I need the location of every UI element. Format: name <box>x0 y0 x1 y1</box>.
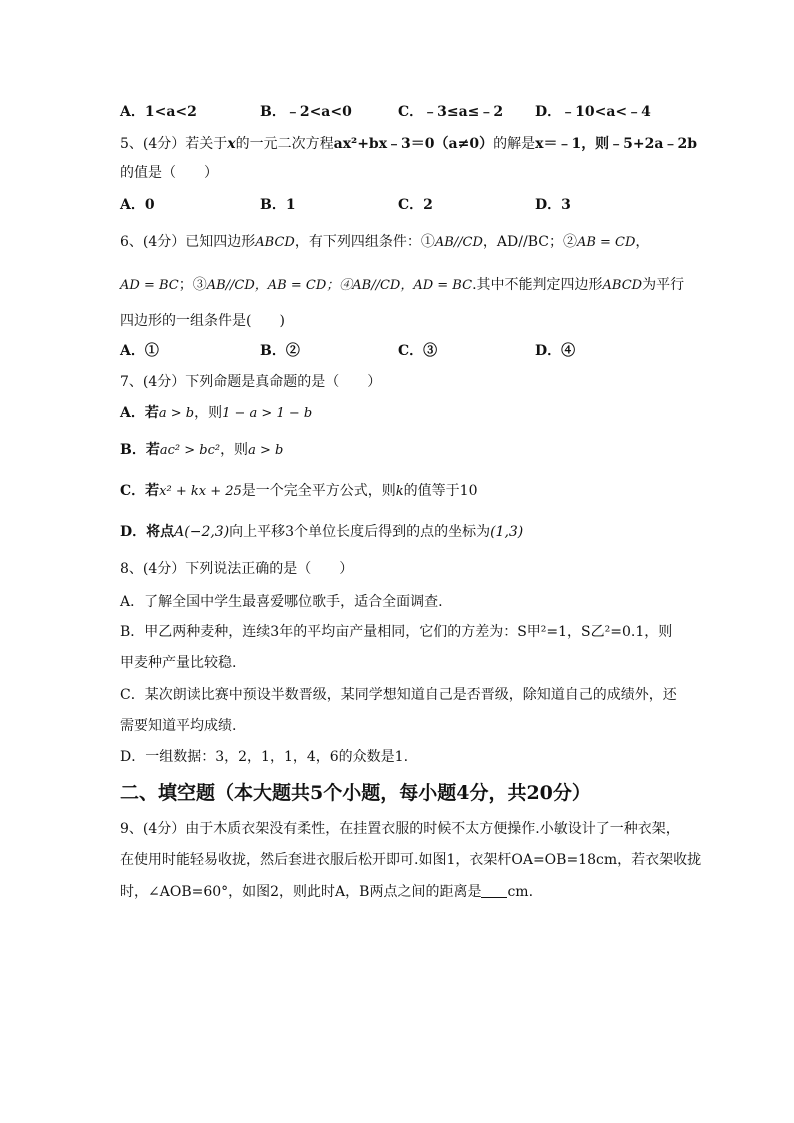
q6-text: 为平行 <box>642 277 685 293</box>
q6-line3: 四边形的一组条件是( ) <box>120 313 285 329</box>
q6-math: ，AB = CD；④ <box>254 278 353 293</box>
q6-math: AB//CD <box>352 278 401 293</box>
q7-text: 是一个完全平方公式，则 <box>241 483 396 499</box>
q5-option-a: A．0 <box>120 197 155 213</box>
q6-option-b: B．② <box>260 343 300 359</box>
q7-math: k <box>395 484 404 499</box>
q4-option-a: A．1<a<2 <box>120 104 197 120</box>
q8-option-c-line2: 需要知道平均成绩. <box>120 718 237 734</box>
q7-math: ac² > bc² <box>159 443 221 458</box>
q8-option-b-line2: 甲麦种产量比较稳. <box>120 655 237 671</box>
q7-math: a > b <box>158 406 195 421</box>
q9-text: 时，∠AOB=60°，如图2，则此时A，B两点之间的距离是 <box>120 884 482 900</box>
q6-text: ，有下列四组条件：① <box>294 234 435 250</box>
q7-math: A(−2,3) <box>174 524 230 540</box>
q7-stem: 7、(4分）下列命题是真命题的是（ ） <box>120 374 382 390</box>
q4-option-b: B．﹣2<a<0 <box>260 104 352 120</box>
q7-text: ，则 <box>220 442 249 458</box>
q7-text: ，则 <box>194 405 223 421</box>
q6-text: ，AD//BC；② <box>482 234 577 250</box>
q5-line2: 的值是（ ） <box>120 165 218 181</box>
q6-math: AD = BC <box>120 278 179 293</box>
q5-option-c: C．2 <box>398 197 433 213</box>
q4-option-c: C．﹣3≤a≤﹣2 <box>398 104 504 120</box>
q7-math: a > b <box>248 443 284 458</box>
q7-text: 向上平移3个单位长度后得到的点的坐标为 <box>229 524 491 540</box>
q5-text: 5、(4分）若关于 <box>120 136 228 152</box>
q7-math: 1 − a > 1 − b <box>222 406 313 421</box>
q7-math: (1,3) <box>490 524 524 540</box>
q7-text: 的值等于10 <box>403 483 478 499</box>
q6-line2 <box>120 275 684 296</box>
q7-text: D．将点 <box>120 524 175 540</box>
q5-option-b: B．1 <box>260 197 296 213</box>
q7-option-b <box>120 440 283 461</box>
q5-line1 <box>120 134 697 154</box>
q7-text: A．若 <box>120 405 159 421</box>
q6-text: 6、(4分）已知四边形 <box>120 234 256 250</box>
q6-math: ABCD <box>602 278 643 293</box>
q5-text: 的一元二次方程 <box>235 136 334 152</box>
q5-option-d: D．3 <box>535 197 571 213</box>
q5-tail: ，则﹣5+2a﹣2b <box>581 136 698 152</box>
q9-line3 <box>120 882 533 902</box>
q6-math: AB//CD <box>434 235 483 250</box>
q7-option-c <box>120 481 477 502</box>
q9-line1: 9、(4分）由于木质衣架没有柔性，在挂置衣服的时候不太方便操作.小敏设计了一种衣架， <box>120 821 680 837</box>
q6-text: ；③ <box>178 277 207 293</box>
q6-text: ， <box>635 234 650 250</box>
q5-var-x: x <box>227 136 236 152</box>
q5-equation: ax²+bx﹣3＝0（a≠0） <box>333 136 494 152</box>
q9-line2: 在使用时能轻易收拢，然后套进衣服后松开即可.如图1，衣架杆OA=OB=18cm，若衣架收拢 <box>120 852 702 868</box>
section-heading: 二、填空题（本大题共5个小题，每小题4分，共20分） <box>120 782 591 804</box>
q6-option-a: A．① <box>120 343 159 359</box>
q8-option-c-line1: C．某次朗读比赛中预设半数晋级，某同学想知道自己是否晋级，除知道自己的成绩外，还 <box>120 687 677 703</box>
q7-option-d <box>120 522 523 542</box>
q4-option-d: D．﹣10<a<﹣4 <box>535 104 651 120</box>
q7-text: B．若 <box>120 442 160 458</box>
q6-line1 <box>120 232 649 253</box>
q6-option-c: C．③ <box>398 343 438 359</box>
q6-option-d: D．④ <box>535 343 576 359</box>
q8-stem: 8、(4分）下列说法正确的是（ ） <box>120 561 354 577</box>
q5-solution: x＝﹣1 <box>535 136 582 152</box>
q6-math: ABCD <box>255 235 295 250</box>
q7-option-a <box>120 403 312 424</box>
answer-blank <box>481 883 507 898</box>
q8-option-a: A．了解全国中学生最喜爱哪位歌手，适合全面调查. <box>120 594 443 610</box>
q7-math: x² + kx + 25 <box>159 484 242 499</box>
q8-option-d: D．一组数据：3，2，1，1，4，6的众数是1. <box>120 749 409 765</box>
q9-text: cm. <box>507 884 534 900</box>
q6-math: AB//CD <box>206 278 255 293</box>
q8-option-b-line1: B．甲乙两种麦种，连续3年的平均亩产量相同，它们的方差为：S甲²=1，S乙²=0.1，则 <box>120 624 673 640</box>
q6-math: AB = CD <box>576 235 636 250</box>
q7-text: C．若 <box>120 483 160 499</box>
q5-text: 的解是 <box>493 136 536 152</box>
q6-math: ，AD = BC <box>400 278 473 293</box>
q6-text: .其中不能判定四边形 <box>472 277 603 293</box>
